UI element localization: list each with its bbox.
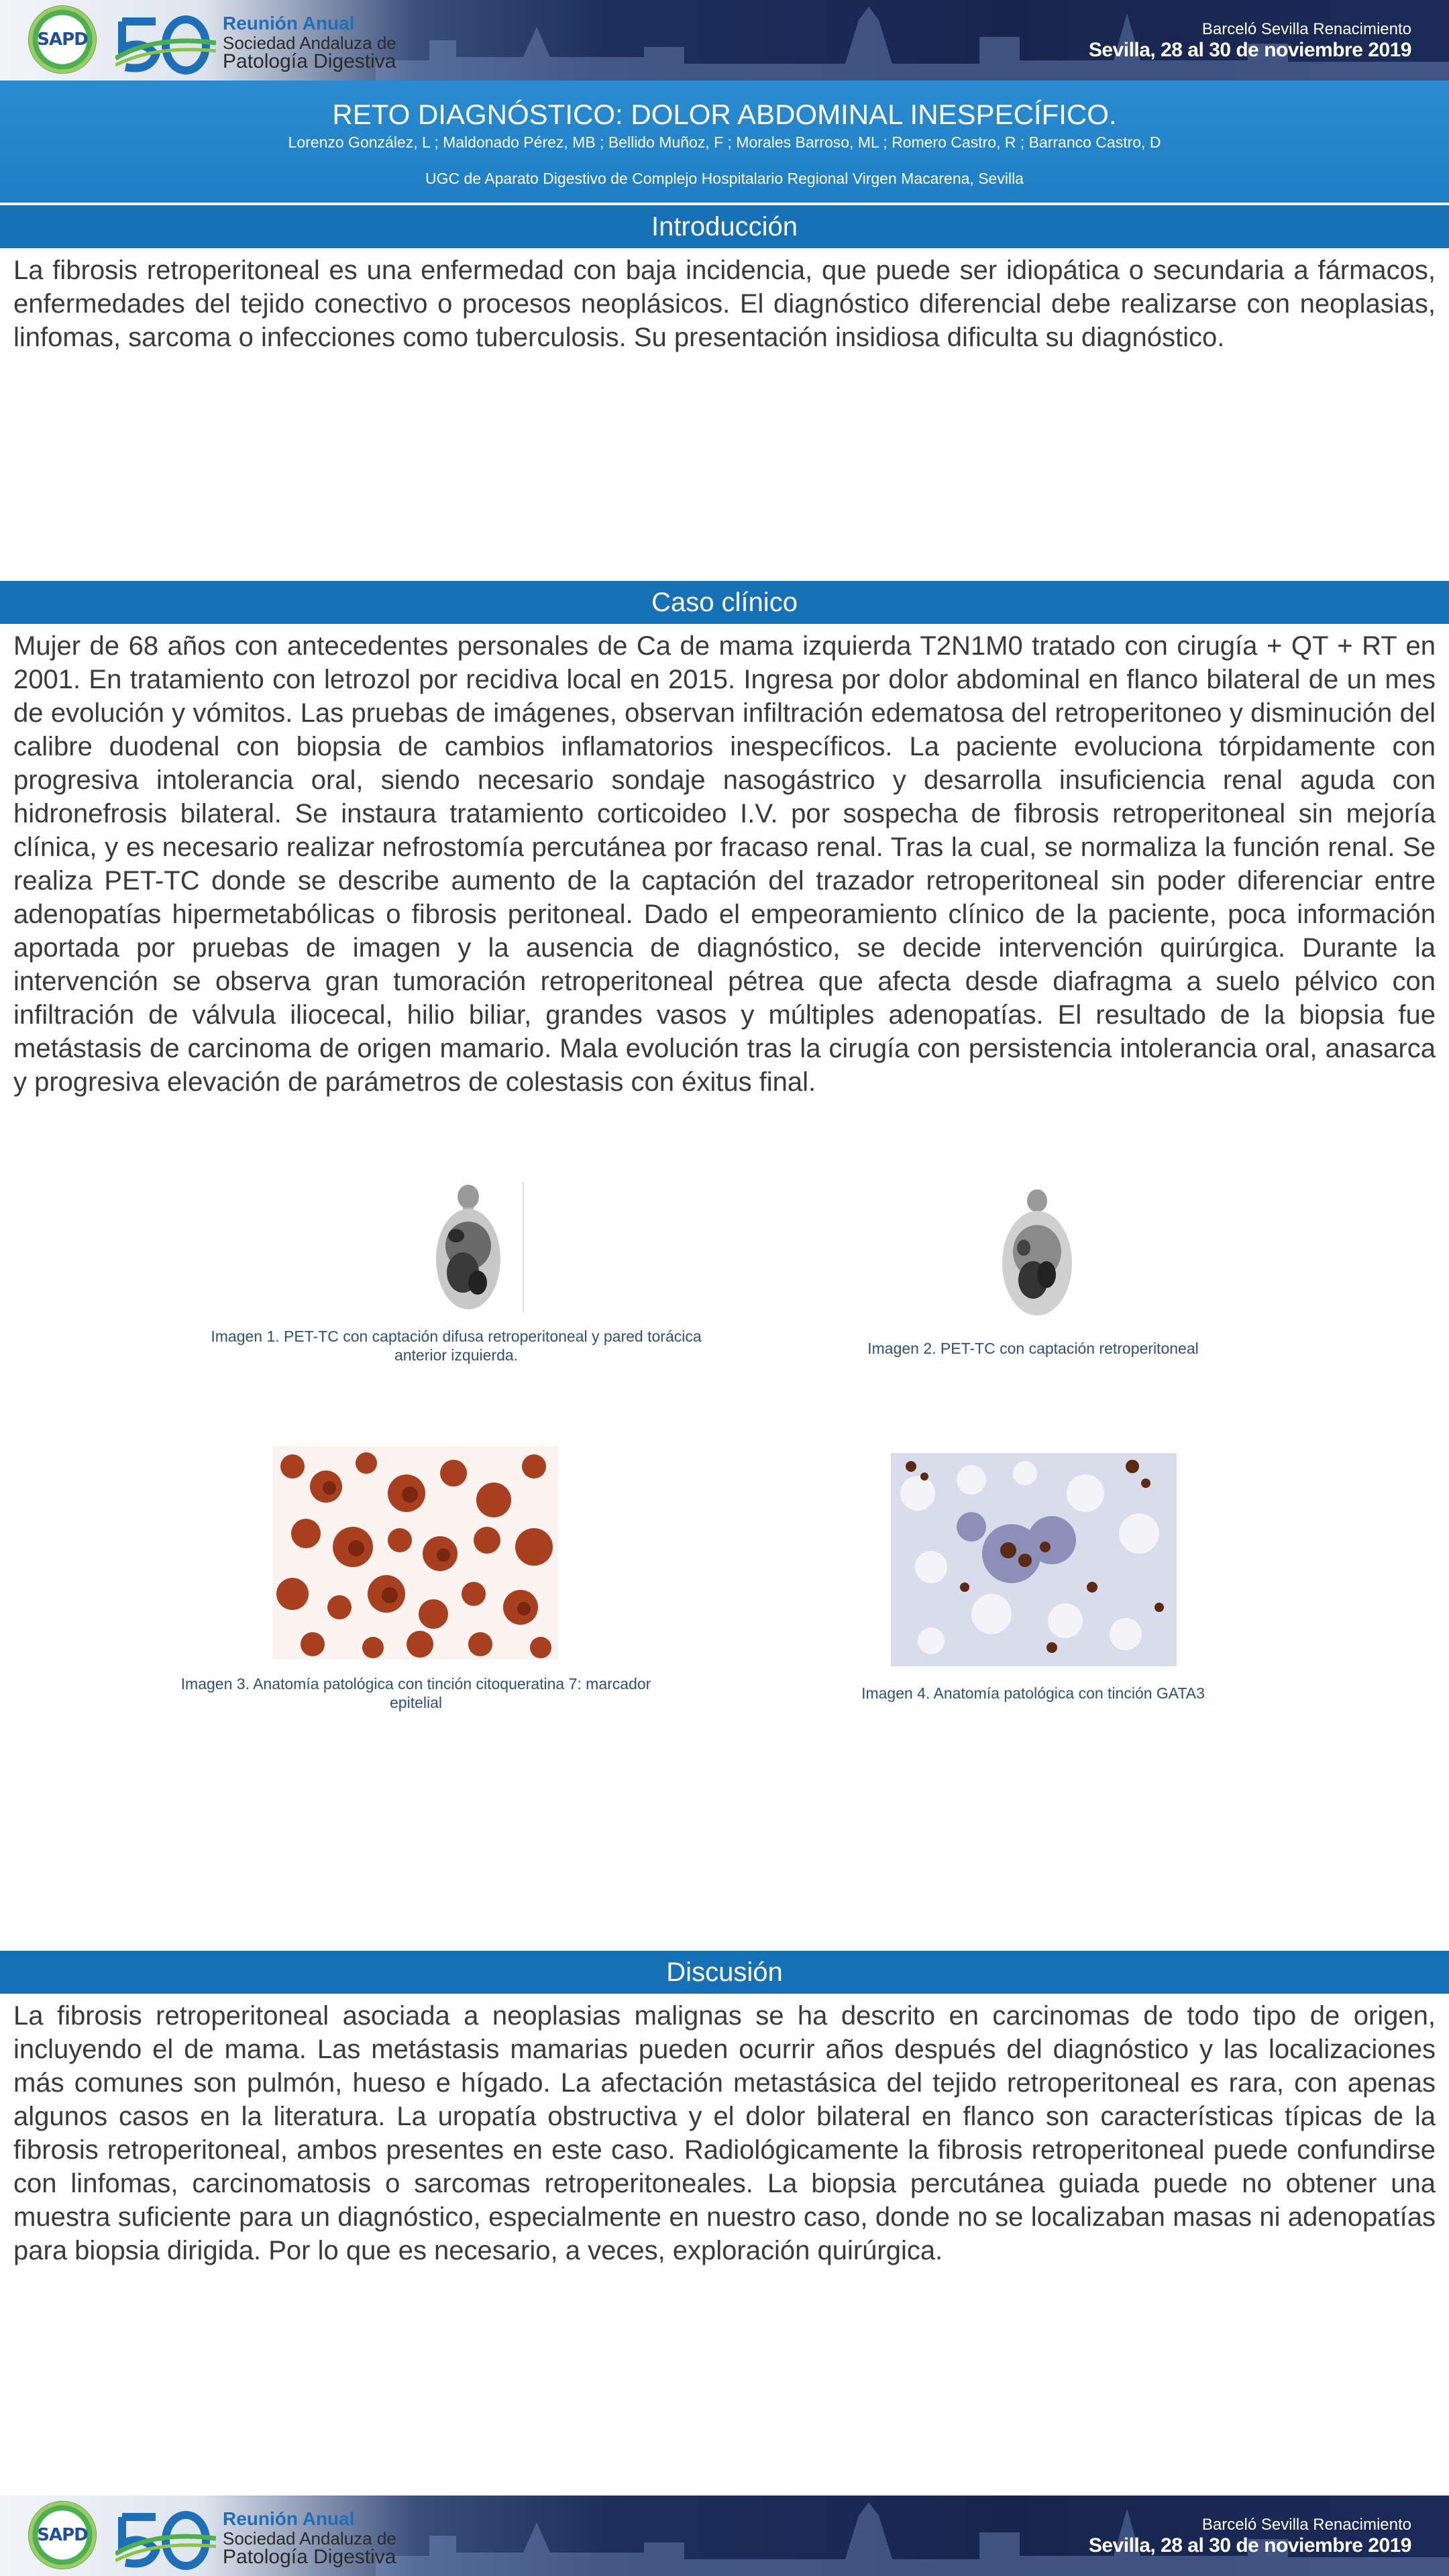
figure-caption-3: Imagen 3. Anatomía patológica con tinción citoqueratina 7: marcador epitelial <box>180 1675 651 1711</box>
venue: Barceló Sevilla Renacimiento <box>1201 2516 1411 2534</box>
sapd-logo: SAPD <box>28 5 97 74</box>
society-subject: Patología Digestiva <box>223 50 396 72</box>
section-heading-introduction: Introducción <box>0 205 1449 248</box>
histology-ck7-image <box>272 1446 558 1660</box>
section-heading-case: Caso clínico <box>0 581 1449 624</box>
case-text: Mujer de 68 años con antecedentes personales de Ca de mama izquierda T2N1M0 tratado con cirugía + QT + RT en 2001. En tratamiento con letrozol por recidiva local en 2015. Ingresa por dolor abdominal en flanco bilateral de un mes de evolución y vómitos. Las pruebas de imágenes, observan infiltración edematosa del retroperitoneo y disminución del calibre duodenal con biopsia de cambios inflamatorios inespecíficos. La paciente evoluciona tórpidamente con progresiva intolerancia oral, siendo necesario sondaje nasogástrico y desarrolla insuficiencia renal aguda con hidronefrosis bilateral. Se instaura tratamiento corticoideo I.V. por sospecha de fibrosis retroperitoneal sin mejoría clínica, y es necesario realizar nefrostomía percutánea por fracaso renal. Tras la cual, se normaliza la función renal. Se realiza PET-TC donde se describe aumento de la captación del trazador retroperitoneal sin poder diferenciar entre adenopatías hipermetabólicas o fibrosis peritoneal. Dado el empeoramiento clínico de la paciente, poca información aportada por pruebas de imagen y la ausencia de diagnóstico, se decide intervención quirúrgica. Durante la intervención se observa gran tumoración retroperitoneal pétrea que afecta desde diafragma a suelo pélvico con infiltración de válvula iliocecal, hilio biliar, grandes vasos y múltiples adenopatías. El resultado de la biopsia fue metástasis de carcinoma de origen mamario. Mala evolución tras la cirugía con persistencia intolerancia oral, anasarca y progresiva elevación de parámetros de colestasis con éxitus final. <box>13 631 1436 1097</box>
event-dates: Sevilla, 28 al 30 de noviembre 2019 <box>1088 2534 1411 2557</box>
fifty-anniversary-logo <box>115 8 216 75</box>
histology-gata3-image <box>891 1453 1177 1666</box>
introduction-text: La fibrosis retroperitoneal es una enfermedad con baja incidencia, que puede ser idiopática o secundaria a fármacos, enfermedades del tejido conectivo o procesos neoplásicos. El diagnóstico diferencial debe realizarse con neoplasias, linfomas, sarcoma o infecciones como tuberculosis. Su presentación insidiosa dificulta su diagnóstico. <box>13 256 1436 352</box>
venue: Barceló Sevilla Renacimiento <box>1201 20 1411 38</box>
event-dates: Sevilla, 28 al 30 de noviembre 2019 <box>1088 39 1411 61</box>
affiliation: UGC de Aparato Digestivo de Complejo Hospitalario Regional Virgen Macarena, Sevilla <box>425 170 1024 187</box>
society-name: Sociedad Andaluza de <box>223 33 396 53</box>
society-name: Sociedad Andaluza de <box>223 2528 396 2548</box>
pet-ct-image-2 <box>989 1186 1085 1319</box>
fifty-anniversary-logo <box>115 2504 216 2571</box>
society-subject: Patología Digestiva <box>223 2546 396 2568</box>
event-name: Reunión Anual <box>223 13 355 34</box>
figure-caption-1: Imagen 1. PET-TC con captación difusa retroperitoneal y pared torácica anterior izquierda. <box>211 1328 702 1364</box>
poster-title: RETO DIAGNÓSTICO: DOLOR ABDOMINAL INESPECÍFICO. <box>332 99 1117 130</box>
pet-ct-image-1 <box>416 1182 526 1312</box>
event-name: Reunión Anual <box>223 2508 355 2529</box>
section-heading-discussion: Discusión <box>0 1951 1449 1994</box>
figure-caption-4: Imagen 4. Anatomía patológica con tinción GATA3 <box>861 1684 1205 1702</box>
authors: Lorenzo González, L ; Maldonado Pérez, MB ; Bellido Muñoz, F ; Morales Barroso, ML ; Romero Castro, R ; Barranco Castro, D <box>288 133 1161 151</box>
header-banner <box>0 0 1449 80</box>
figure-caption-2: Imagen 2. PET-TC con captación retroperitoneal <box>867 1340 1199 1357</box>
discussion-text: La fibrosis retroperitoneal asociada a neoplasias malignas se ha descrito en carcinomas de todo tipo de origen, incluyendo el de mama. Las metástasis mamarias pueden ocurrir años después del diagnóstico y las localizaciones más comunes son pulmón, hueso e hígado. La afectación metastásica del tejido retroperitoneal es rara, con apenas algunos casos en la literatura. La uropatía obstructiva y el dolor bilateral en flanco son características típicas de la fibrosis retroperitoneal, ambos presentes en este caso. Radiológicamente la fibrosis retroperitoneal puede confundirse con linfomas, carcinomatosis o sarcomas retroperitoneales. La biopsia percutánea guiada puede no obtener una muestra suficiente para un diagnóstico, especialmente en nuestro caso, donde no se localizaban masas ni adenopatías para biopsia dirigida. Por lo que es necesario, a veces, exploración quirúrgica. <box>13 2001 1436 2265</box>
sapd-logo: SAPD <box>28 2501 97 2569</box>
title-block <box>0 80 1449 203</box>
footer-banner <box>0 2496 1449 2576</box>
